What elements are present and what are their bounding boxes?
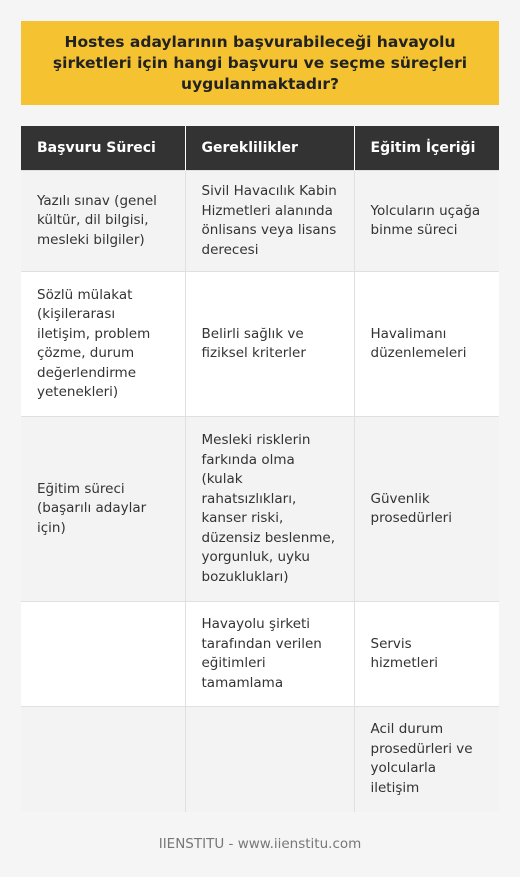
process-table [21, 126, 499, 812]
table-row [21, 171, 499, 272]
table-cell [185, 707, 354, 812]
table-cell: Yazılı sınav (genel kültür, dil bilgisi, mesleki bilgiler) [21, 171, 185, 272]
header-egitim-icerigi: Eğitim İçeriği [354, 126, 499, 171]
table-cell: Mesleki risklerin farkında olma (kulak rahatsızlıkları, kanser riski, düzensiz beslenme, yorgunluk, uyku bozuklukları) [185, 417, 354, 602]
table-header-row [21, 126, 499, 171]
table-cell: Sivil Havacılık Kabin Hizmetleri alanında önlisans veya lisans derecesi [185, 171, 354, 272]
table-cell: Güvenlik prosedürleri [354, 417, 499, 602]
table-row [21, 602, 499, 707]
page-title: Hostes adaylarının başvurabileceği havayolu şirketleri için hangi başvuru ve seçme süreçleri uygulanmaktadır? [52, 32, 468, 93]
table-cell: Yolcuların uçağa binme süreci [354, 171, 499, 272]
table-row [21, 417, 499, 602]
table-row [21, 707, 499, 812]
table-cell: Sözlü mülakat (kişilerarası iletişim, problem çözme, durum değerlendirme yetenekleri) [21, 272, 185, 417]
table-cell: Havalimanı düzenlemeleri [354, 272, 499, 417]
title-banner [21, 21, 499, 105]
header-gereklilikler: Gereklilikler [185, 126, 354, 171]
table-cell: Havayolu şirketi tarafından verilen eğitimleri tamamlama [185, 602, 354, 707]
table-cell [21, 707, 185, 812]
table-cell: Belirli sağlık ve fiziksel kriterler [185, 272, 354, 417]
table-row [21, 272, 499, 417]
footer-credit: IIENSTITU - www.iienstitu.com [158, 836, 362, 852]
table-cell [21, 602, 185, 707]
table-cell: Eğitim süreci (başarılı adaylar için) [21, 417, 185, 602]
header-basvuru-sureci: Başvuru Süreci [21, 126, 185, 171]
table-cell: Acil durum prosedürleri ve yolcularla iletişim [354, 707, 499, 812]
table-cell: Servis hizmetleri [354, 602, 499, 707]
